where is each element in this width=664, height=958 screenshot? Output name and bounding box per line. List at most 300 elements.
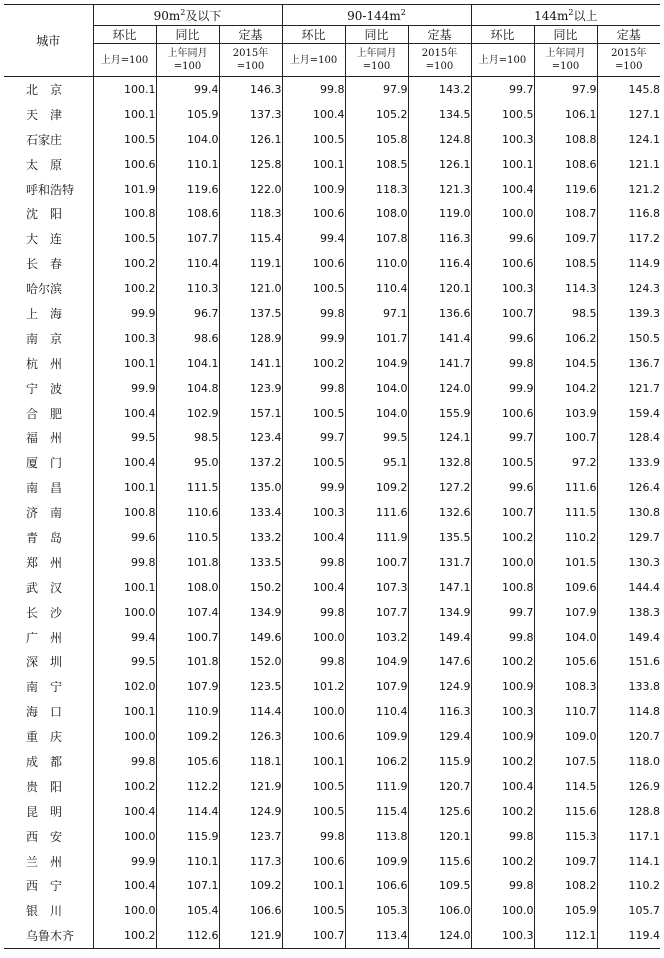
value-cell: 107.5	[534, 749, 597, 774]
city-cell: 济 南	[26, 506, 63, 521]
value-cell: 110.0	[345, 251, 408, 276]
table-row	[4, 251, 660, 276]
value-cell: 97.1	[345, 301, 408, 326]
value-cell: 101.8	[156, 550, 219, 575]
value-cell: 95.1	[345, 450, 408, 475]
value-cell: 106.1	[534, 102, 597, 127]
table-row	[4, 699, 660, 724]
value-cell: 108.2	[534, 874, 597, 899]
value-cell: 100.6	[282, 201, 345, 226]
value-cell: 107.9	[534, 600, 597, 625]
value-cell: 144.4	[597, 575, 660, 600]
value-cell: 111.6	[534, 475, 597, 500]
value-cell: 107.3	[345, 575, 408, 600]
value-cell: 134.5	[408, 102, 471, 127]
value-cell: 104.0	[534, 625, 597, 650]
city-cell: 南 京	[26, 331, 63, 346]
value-cell: 109.9	[345, 849, 408, 874]
value-cell: 109.0	[534, 724, 597, 749]
value-cell: 150.5	[597, 326, 660, 351]
value-cell: 117.3	[219, 849, 282, 874]
value-cell: 130.8	[597, 500, 660, 525]
value-cell: 124.0	[408, 376, 471, 401]
value-cell: 102.9	[156, 401, 219, 426]
value-cell: 133.2	[219, 525, 282, 550]
value-cell: 100.0	[471, 550, 534, 575]
value-cell: 95.0	[156, 450, 219, 475]
city-cell: 天 津	[26, 107, 63, 122]
table-row	[4, 77, 660, 102]
value-cell: 105.9	[156, 102, 219, 127]
value-cell: 104.9	[345, 649, 408, 674]
value-cell: 106.6	[345, 874, 408, 899]
value-cell: 112.1	[534, 923, 597, 948]
value-cell: 101.5	[534, 550, 597, 575]
subcol-header: 环比	[282, 26, 345, 44]
value-cell: 131.7	[408, 550, 471, 575]
subcol-header: 定基	[408, 26, 471, 44]
value-cell: 104.8	[156, 376, 219, 401]
table-row	[4, 301, 660, 326]
value-cell: 99.6	[471, 226, 534, 251]
table-row	[4, 799, 660, 824]
value-cell: 100.2	[471, 799, 534, 824]
value-cell: 155.9	[408, 401, 471, 426]
value-cell: 100.1	[282, 749, 345, 774]
city-cell: 长 沙	[26, 605, 63, 620]
value-cell: 100.9	[471, 674, 534, 699]
value-cell: 99.8	[471, 351, 534, 376]
value-cell: 115.6	[534, 799, 597, 824]
value-cell: 124.9	[219, 799, 282, 824]
value-cell: 104.0	[156, 127, 219, 152]
city-cell: 沈 阳	[26, 207, 63, 222]
value-cell: 111.9	[345, 774, 408, 799]
city-cell: 重 庆	[26, 730, 63, 745]
value-cell: 136.6	[408, 301, 471, 326]
value-cell: 100.5	[282, 127, 345, 152]
value-cell: 100.7	[534, 425, 597, 450]
city-cell: 宁 波	[26, 381, 63, 396]
value-cell: 108.3	[534, 674, 597, 699]
value-cell: 100.9	[471, 724, 534, 749]
value-cell: 100.4	[93, 799, 156, 824]
value-cell: 124.9	[408, 674, 471, 699]
value-cell: 99.8	[471, 625, 534, 650]
value-cell: 105.9	[534, 898, 597, 923]
city-cell: 西 宁	[26, 879, 63, 894]
value-cell: 99.6	[471, 326, 534, 351]
value-cell: 100.0	[93, 724, 156, 749]
value-cell: 109.2	[156, 724, 219, 749]
value-cell: 99.8	[282, 649, 345, 674]
table-row	[4, 376, 660, 401]
value-cell: 112.6	[156, 923, 219, 948]
value-cell: 120.7	[597, 724, 660, 749]
value-cell: 99.8	[282, 600, 345, 625]
value-cell: 114.4	[156, 799, 219, 824]
value-cell: 126.1	[219, 127, 282, 152]
value-cell: 100.5	[282, 450, 345, 475]
value-cell: 114.3	[534, 276, 597, 301]
value-cell: 100.0	[282, 625, 345, 650]
city-cell: 西 安	[26, 829, 63, 844]
value-cell: 107.1	[156, 874, 219, 899]
value-cell: 108.5	[534, 251, 597, 276]
value-cell: 107.9	[156, 674, 219, 699]
value-cell: 127.1	[597, 102, 660, 127]
value-cell: 118.0	[597, 749, 660, 774]
value-cell: 120.1	[408, 276, 471, 301]
value-cell: 107.7	[156, 226, 219, 251]
value-cell: 100.2	[93, 276, 156, 301]
value-cell: 132.8	[408, 450, 471, 475]
value-cell: 107.4	[156, 600, 219, 625]
value-cell: 116.3	[408, 226, 471, 251]
value-cell: 105.4	[156, 898, 219, 923]
value-cell: 99.7	[471, 77, 534, 102]
value-cell: 100.6	[282, 849, 345, 874]
value-cell: 121.1	[597, 152, 660, 177]
table-row	[4, 774, 660, 799]
value-cell: 100.6	[471, 401, 534, 426]
value-cell: 100.1	[282, 874, 345, 899]
value-cell: 103.9	[534, 401, 597, 426]
value-cell: 121.0	[219, 276, 282, 301]
value-cell: 109.7	[534, 849, 597, 874]
value-cell: 98.5	[534, 301, 597, 326]
value-cell: 100.5	[282, 401, 345, 426]
value-cell: 114.5	[534, 774, 597, 799]
table-row	[4, 724, 660, 749]
value-cell: 125.8	[219, 152, 282, 177]
value-cell: 121.9	[219, 774, 282, 799]
value-cell: 118.3	[219, 201, 282, 226]
value-cell: 99.8	[282, 301, 345, 326]
value-cell: 102.0	[93, 674, 156, 699]
value-cell: 100.2	[471, 525, 534, 550]
value-cell: 119.4	[597, 923, 660, 948]
value-cell: 100.4	[93, 450, 156, 475]
value-cell: 117.2	[597, 226, 660, 251]
value-cell: 133.5	[219, 550, 282, 575]
value-cell: 118.3	[345, 177, 408, 202]
value-cell: 105.6	[156, 749, 219, 774]
table-row	[4, 874, 660, 899]
value-cell: 100.5	[282, 898, 345, 923]
value-cell: 100.3	[282, 500, 345, 525]
value-cell: 100.9	[282, 177, 345, 202]
group-header-small: $90m^2$及以下	[93, 5, 282, 26]
value-cell: 126.3	[219, 724, 282, 749]
value-cell: 111.9	[345, 525, 408, 550]
base-header: 2015年=100	[219, 44, 282, 77]
value-cell: 105.7	[597, 898, 660, 923]
value-cell: 119.6	[534, 177, 597, 202]
base-header: 上年同月=100	[156, 44, 219, 77]
value-cell: 99.6	[93, 525, 156, 550]
value-cell: 149.4	[597, 625, 660, 650]
value-cell: 124.0	[408, 923, 471, 948]
city-cell: 深 圳	[26, 655, 63, 670]
value-cell: 100.4	[282, 525, 345, 550]
value-cell: 100.2	[471, 749, 534, 774]
value-cell: 100.7	[345, 550, 408, 575]
value-cell: 99.9	[93, 849, 156, 874]
value-cell: 150.2	[219, 575, 282, 600]
value-cell: 110.3	[156, 276, 219, 301]
value-cell: 137.5	[219, 301, 282, 326]
city-cell: 南 宁	[26, 680, 63, 695]
value-cell: 109.5	[408, 874, 471, 899]
value-cell: 100.8	[471, 575, 534, 600]
subcol-header: 定基	[219, 26, 282, 44]
table-row	[4, 898, 660, 923]
value-cell: 157.1	[219, 401, 282, 426]
value-cell: 99.8	[282, 550, 345, 575]
value-cell: 110.7	[534, 699, 597, 724]
value-cell: 99.7	[282, 425, 345, 450]
value-cell: 121.2	[597, 177, 660, 202]
value-cell: 134.9	[408, 600, 471, 625]
value-cell: 100.3	[471, 699, 534, 724]
value-cell: 99.4	[93, 625, 156, 650]
table-row	[4, 674, 660, 699]
value-cell: 100.1	[93, 699, 156, 724]
value-cell: 108.8	[534, 127, 597, 152]
value-cell: 146.3	[219, 77, 282, 102]
base-header: 2015年=100	[408, 44, 471, 77]
value-cell: 104.2	[534, 376, 597, 401]
value-cell: 100.5	[471, 450, 534, 475]
value-cell: 135.0	[219, 475, 282, 500]
table-row	[4, 475, 660, 500]
value-cell: 100.1	[471, 152, 534, 177]
table-row	[4, 276, 660, 301]
value-cell: 136.7	[597, 351, 660, 376]
value-cell: 99.5	[345, 425, 408, 450]
value-cell: 130.3	[597, 550, 660, 575]
table-row	[4, 550, 660, 575]
value-cell: 116.3	[408, 699, 471, 724]
value-cell: 108.6	[534, 152, 597, 177]
subcol-header: 同比	[534, 26, 597, 44]
value-cell: 100.6	[93, 152, 156, 177]
value-cell: 123.7	[219, 824, 282, 849]
city-cell: 合 肥	[26, 406, 63, 421]
city-column-header: 城市	[4, 5, 93, 77]
base-header: 2015年=100	[597, 44, 660, 77]
value-cell: 108.7	[534, 201, 597, 226]
value-cell: 100.5	[93, 127, 156, 152]
value-cell: 96.7	[156, 301, 219, 326]
value-cell: 133.8	[597, 674, 660, 699]
table-row	[4, 152, 660, 177]
value-cell: 100.7	[156, 625, 219, 650]
value-cell: 115.6	[408, 849, 471, 874]
value-cell: 101.7	[345, 326, 408, 351]
table-row	[4, 102, 660, 127]
table-row	[4, 600, 660, 625]
value-cell: 110.4	[345, 699, 408, 724]
value-cell: 100.1	[93, 351, 156, 376]
value-cell: 120.1	[408, 824, 471, 849]
city-cell: 太 原	[26, 157, 63, 172]
value-cell: 100.2	[471, 649, 534, 674]
value-cell: 100.3	[471, 127, 534, 152]
value-cell: 110.5	[156, 525, 219, 550]
value-cell: 119.6	[156, 177, 219, 202]
base-header: 上年同月=100	[534, 44, 597, 77]
city-cell: 青 岛	[26, 530, 63, 545]
table-row	[4, 401, 660, 426]
value-cell: 107.8	[345, 226, 408, 251]
value-cell: 101.8	[156, 649, 219, 674]
value-cell: 106.2	[345, 749, 408, 774]
table-row	[4, 849, 660, 874]
value-cell: 100.4	[282, 102, 345, 127]
value-cell: 100.6	[282, 724, 345, 749]
value-cell: 99.8	[282, 77, 345, 102]
value-cell: 105.3	[345, 898, 408, 923]
city-cell: 郑 州	[26, 555, 63, 570]
value-cell: 100.1	[93, 575, 156, 600]
value-cell: 100.5	[282, 774, 345, 799]
city-cell: 大 连	[26, 232, 63, 247]
value-cell: 100.8	[93, 201, 156, 226]
value-cell: 109.7	[534, 226, 597, 251]
value-cell: 110.1	[156, 849, 219, 874]
value-cell: 114.9	[597, 251, 660, 276]
value-cell: 128.9	[219, 326, 282, 351]
subcol-header: 环比	[93, 26, 156, 44]
value-cell: 129.7	[597, 525, 660, 550]
value-cell: 133.4	[219, 500, 282, 525]
value-cell: 98.6	[156, 326, 219, 351]
value-cell: 104.9	[345, 351, 408, 376]
value-cell: 99.8	[282, 824, 345, 849]
value-cell: 101.9	[93, 177, 156, 202]
value-cell: 100.1	[282, 152, 345, 177]
value-cell: 141.7	[408, 351, 471, 376]
value-cell: 100.8	[93, 500, 156, 525]
value-cell: 110.4	[345, 276, 408, 301]
value-cell: 115.3	[534, 824, 597, 849]
value-cell: 138.3	[597, 600, 660, 625]
value-cell: 135.5	[408, 525, 471, 550]
table-row	[4, 525, 660, 550]
value-cell: 99.8	[471, 874, 534, 899]
subcol-header: 环比	[471, 26, 534, 44]
value-cell: 111.5	[156, 475, 219, 500]
value-cell: 107.9	[345, 674, 408, 699]
value-cell: 121.9	[219, 923, 282, 948]
value-cell: 128.8	[597, 799, 660, 824]
value-cell: 100.1	[93, 102, 156, 127]
value-cell: 100.7	[282, 923, 345, 948]
value-cell: 106.0	[408, 898, 471, 923]
value-cell: 108.6	[156, 201, 219, 226]
value-cell: 99.6	[471, 475, 534, 500]
value-cell: 115.4	[345, 799, 408, 824]
value-cell: 117.1	[597, 824, 660, 849]
value-cell: 98.5	[156, 425, 219, 450]
value-cell: 147.6	[408, 649, 471, 674]
table-row	[4, 575, 660, 600]
value-cell: 100.7	[471, 500, 534, 525]
value-cell: 99.9	[93, 301, 156, 326]
value-cell: 100.6	[471, 251, 534, 276]
table-row	[4, 226, 660, 251]
value-cell: 100.4	[471, 177, 534, 202]
value-cell: 100.0	[93, 898, 156, 923]
value-cell: 113.8	[345, 824, 408, 849]
subcol-header: 定基	[597, 26, 660, 44]
value-cell: 99.9	[282, 326, 345, 351]
city-cell: 乌鲁木齐	[4, 923, 93, 948]
value-cell: 100.4	[282, 575, 345, 600]
city-cell: 呼和浩特	[26, 182, 75, 197]
value-cell: 104.0	[345, 401, 408, 426]
value-cell: 141.4	[408, 326, 471, 351]
table-row	[4, 177, 660, 202]
value-cell: 99.9	[93, 376, 156, 401]
value-cell: 106.6	[219, 898, 282, 923]
value-cell: 100.5	[282, 276, 345, 301]
city-cell: 海 口	[26, 705, 63, 720]
value-cell: 137.2	[219, 450, 282, 475]
value-cell: 100.5	[93, 226, 156, 251]
base-header: 上月=100	[93, 44, 156, 77]
value-cell: 99.5	[93, 425, 156, 450]
value-cell: 124.1	[408, 425, 471, 450]
value-cell: 127.2	[408, 475, 471, 500]
value-cell: 133.9	[597, 450, 660, 475]
value-cell: 124.8	[408, 127, 471, 152]
value-cell: 100.7	[471, 301, 534, 326]
value-cell: 143.2	[408, 77, 471, 102]
table-row	[4, 749, 660, 774]
value-cell: 100.3	[471, 923, 534, 948]
value-cell: 100.5	[282, 799, 345, 824]
value-cell: 99.4	[156, 77, 219, 102]
value-cell: 97.9	[345, 77, 408, 102]
value-cell: 100.1	[93, 77, 156, 102]
value-cell: 147.1	[408, 575, 471, 600]
table-row	[4, 649, 660, 674]
city-cell: 南 昌	[26, 481, 63, 496]
value-cell: 100.4	[471, 774, 534, 799]
value-cell: 110.9	[156, 699, 219, 724]
value-cell: 113.4	[345, 923, 408, 948]
value-cell: 152.0	[219, 649, 282, 674]
value-cell: 109.6	[534, 575, 597, 600]
city-cell: 武 汉	[26, 580, 63, 595]
value-cell: 114.8	[597, 699, 660, 724]
value-cell: 119.1	[219, 251, 282, 276]
value-cell: 100.0	[93, 824, 156, 849]
value-cell: 110.2	[534, 525, 597, 550]
value-cell: 139.3	[597, 301, 660, 326]
value-cell: 122.0	[219, 177, 282, 202]
city-cell: 贵 阳	[26, 779, 63, 794]
value-cell: 104.1	[156, 351, 219, 376]
value-cell: 112.2	[156, 774, 219, 799]
value-cell: 100.1	[93, 475, 156, 500]
value-cell: 101.2	[282, 674, 345, 699]
value-cell: 107.7	[345, 600, 408, 625]
value-cell: 129.4	[408, 724, 471, 749]
